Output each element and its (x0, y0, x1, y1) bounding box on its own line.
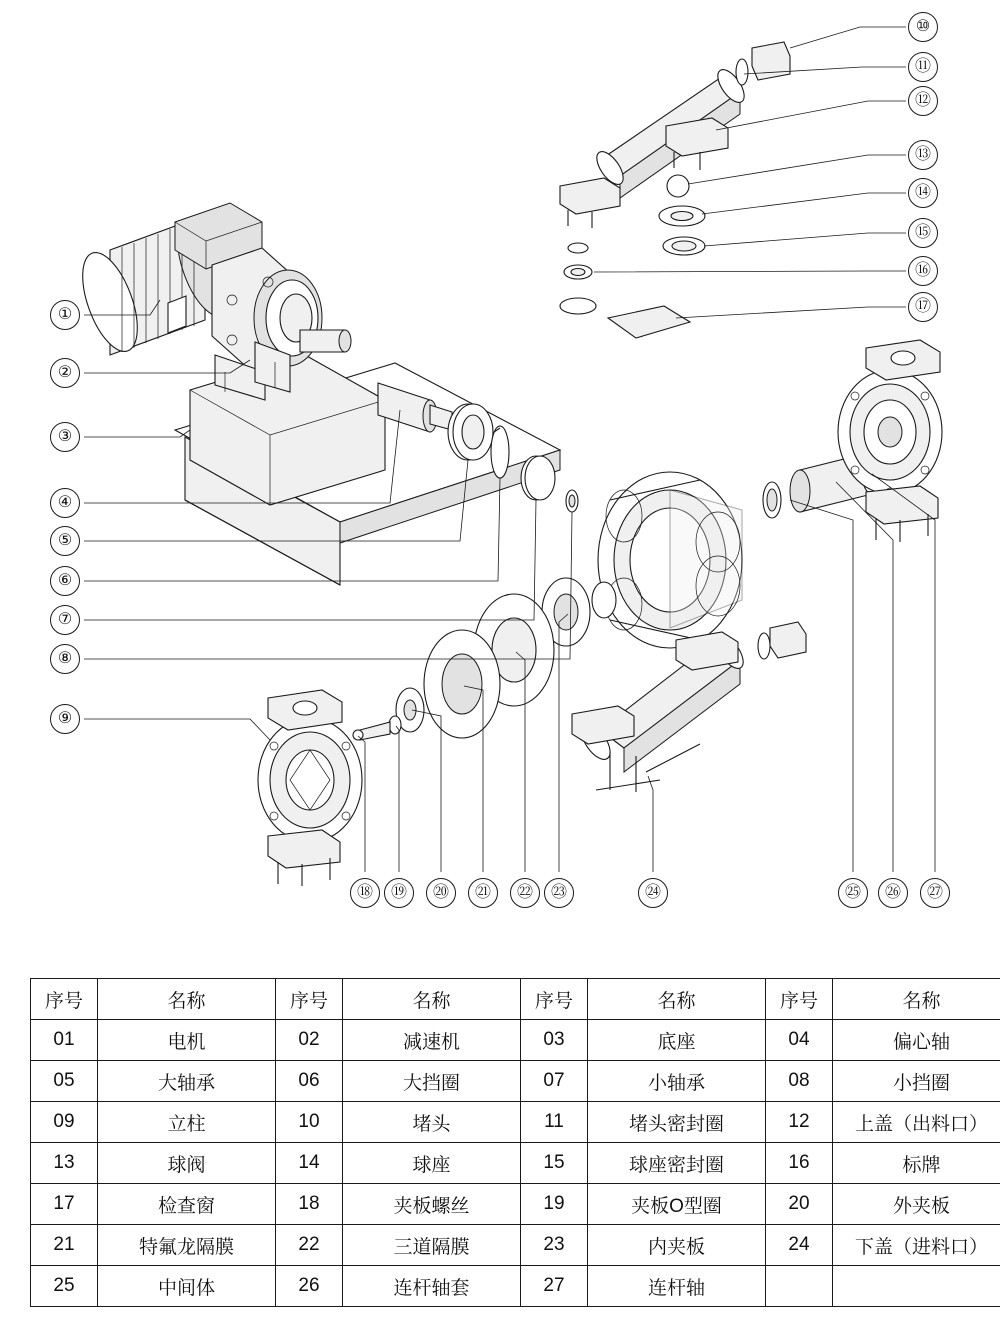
left-pump-head (258, 690, 362, 886)
header-name-3: 名称 (588, 979, 766, 1020)
part-name: 大挡圈 (343, 1061, 521, 1102)
part-name: 减速机 (343, 1020, 521, 1061)
part-name: 标牌 (833, 1143, 1000, 1184)
header-name-2: 名称 (343, 979, 521, 1020)
callout-18: ⑱ (350, 878, 380, 908)
part-no: 01 (31, 1020, 98, 1061)
callout-16: ⑯ (908, 256, 938, 286)
part-no: 25 (31, 1266, 98, 1307)
part-no: 03 (521, 1020, 588, 1061)
part-name: 检查窗 (98, 1184, 276, 1225)
callout-15: ⑮ (908, 218, 938, 248)
table-row (31, 1020, 1000, 1061)
part-no: 24 (766, 1225, 833, 1266)
table-row (31, 1061, 1000, 1102)
callout-23: ㉓ (544, 878, 574, 908)
part-name: 大轴承 (98, 1061, 276, 1102)
part-no: 18 (276, 1184, 343, 1225)
part-name: 夹板螺丝 (343, 1184, 521, 1225)
header-no-1: 序号 (31, 979, 98, 1020)
header-no-4: 序号 (766, 979, 833, 1020)
part-no: 05 (31, 1061, 98, 1102)
callout-19: ⑲ (384, 878, 414, 908)
lower-cover-manifold (572, 622, 806, 792)
callout-13: ⑬ (908, 140, 938, 170)
part-no: 26 (276, 1266, 343, 1307)
callout-22: ㉒ (510, 878, 540, 908)
part-name: 内夹板 (588, 1225, 766, 1266)
part-name: 特氟龙隔膜 (98, 1225, 276, 1266)
part-name: 夹板O型圈 (588, 1184, 766, 1225)
part-no: 07 (521, 1061, 588, 1102)
part-name: 立柱 (98, 1102, 276, 1143)
part-no: 13 (31, 1143, 98, 1184)
part-name: 偏心轴 (833, 1020, 1000, 1061)
part-name: 球阀 (98, 1143, 276, 1184)
callout-24: ㉔ (638, 878, 668, 908)
part-no: 04 (766, 1020, 833, 1061)
table-row (31, 1184, 1000, 1225)
callout-06: ⑥ (50, 566, 80, 596)
part-no: 27 (521, 1266, 588, 1307)
callout-25: ㉕ (838, 878, 868, 908)
part-name-empty (833, 1266, 1000, 1307)
part-no: 09 (31, 1102, 98, 1143)
table-header-row (31, 979, 1000, 1020)
callout-02: ② (50, 358, 80, 388)
callout-07: ⑦ (50, 605, 80, 635)
callout-10: ⑩ (908, 12, 938, 42)
part-no: 20 (766, 1184, 833, 1225)
callout-01: ① (50, 300, 80, 330)
part-name: 底座 (588, 1020, 766, 1061)
callout-08: ⑧ (50, 644, 80, 674)
part-no: 08 (766, 1061, 833, 1102)
part-no: 15 (521, 1143, 588, 1184)
callout-03: ③ (50, 422, 80, 452)
part-name: 连杆轴 (588, 1266, 766, 1307)
part-name: 小挡圈 (833, 1061, 1000, 1102)
part-name: 电机 (98, 1020, 276, 1061)
part-name: 球座密封圈 (588, 1143, 766, 1184)
part-no: 23 (521, 1225, 588, 1266)
callout-21: ㉑ (468, 878, 498, 908)
callout-09: ⑨ (50, 704, 80, 734)
part-name: 下盖（进料口） (833, 1225, 1000, 1266)
callout-04: ④ (50, 488, 80, 518)
part-name: 中间体 (98, 1266, 276, 1307)
part-name: 连杆轴套 (343, 1266, 521, 1307)
part-no: 21 (31, 1225, 98, 1266)
part-no: 17 (31, 1184, 98, 1225)
part-no: 06 (276, 1061, 343, 1102)
table-row (31, 1225, 1000, 1266)
part-name: 外夹板 (833, 1184, 1000, 1225)
callout-26: ㉖ (878, 878, 908, 908)
callout-12: ⑫ (908, 86, 938, 116)
part-name: 堵头 (343, 1102, 521, 1143)
part-no: 22 (276, 1225, 343, 1266)
callout-20: ⑳ (426, 878, 456, 908)
table-row (31, 1102, 1000, 1143)
part-no: 16 (766, 1143, 833, 1184)
table-row (31, 1266, 1000, 1307)
header-name-4: 名称 (833, 979, 1000, 1020)
table-row (31, 1143, 1000, 1184)
part-no: 10 (276, 1102, 343, 1143)
part-name: 球座 (343, 1143, 521, 1184)
parts-list-table (30, 978, 988, 1307)
part-no: 14 (276, 1143, 343, 1184)
callout-27: ㉗ (920, 878, 950, 908)
part-no-empty (766, 1266, 833, 1307)
part-no: 19 (521, 1184, 588, 1225)
part-name: 上盖（出料口） (833, 1102, 1000, 1143)
part-no: 11 (521, 1102, 588, 1143)
upper-cover-manifold (560, 42, 790, 338)
part-no: 12 (766, 1102, 833, 1143)
callout-14: ⑭ (908, 178, 938, 208)
callout-17: ⑰ (908, 292, 938, 322)
header-no-3: 序号 (521, 979, 588, 1020)
header-name-1: 名称 (98, 979, 276, 1020)
right-pump-head (763, 340, 942, 542)
callout-05: ⑤ (50, 526, 80, 556)
part-name: 小轴承 (588, 1061, 766, 1102)
part-name: 三道隔膜 (343, 1225, 521, 1266)
header-no-2: 序号 (276, 979, 343, 1020)
part-name: 堵头密封圈 (588, 1102, 766, 1143)
part-no: 02 (276, 1020, 343, 1061)
motor-assembly (72, 203, 560, 585)
callout-11: ⑪ (908, 52, 938, 82)
